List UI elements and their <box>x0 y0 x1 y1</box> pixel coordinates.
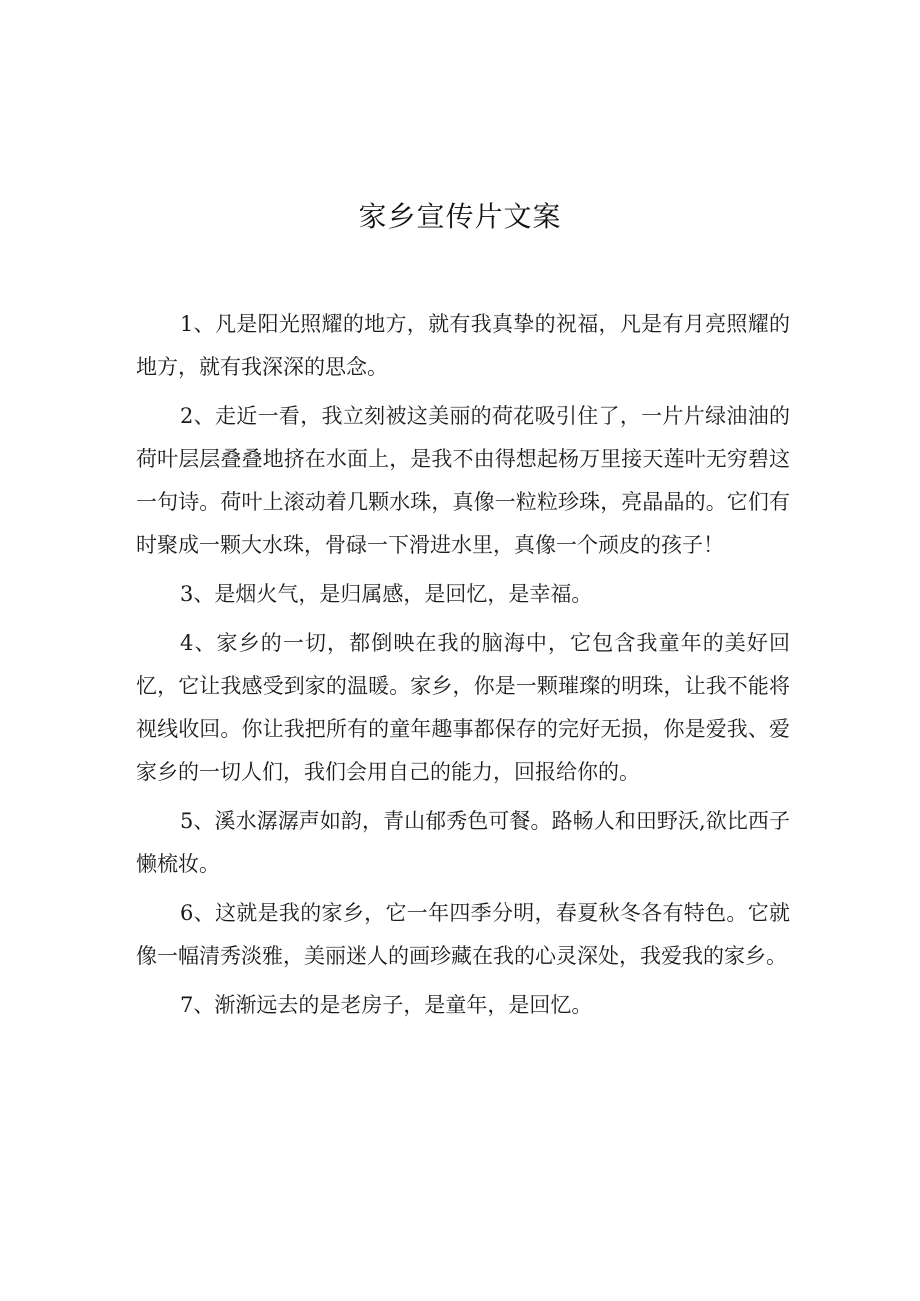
paragraph-2: 2、走近一看，我立刻被这美丽的荷花吸引住了，一片片绿油油的荷叶层层叠叠地挤在水面上，是我不由得想起杨万里接天莲叶无穷碧这一句诗。荷叶上滚动着几颗水珠，真像一粒粒珍珠，亮晶晶的。它们有时聚成一颗大水珠，骨碌一下滑进水里，真像一个顽皮的孩子！ <box>136 404 790 557</box>
paragraph-6: 6、这就是我的家乡，它一年四季分明，春夏秋冬各有特色。它就像一幅清秀淡雅，美丽迷人的画珍藏在我的心灵深处，我爱我的家乡。 <box>136 901 790 968</box>
paragraph-7: 7、渐渐远去的是老房子，是童年，是回忆。 <box>180 993 593 1017</box>
paragraph-5: 5、溪水潺潺声如韵，青山郁秀色可餐。路畅人和田野沃,欲比西子懒梳妆。 <box>136 809 790 876</box>
paragraph-3: 3、是烟火气，是归属感，是回忆，是幸福。 <box>180 582 593 606</box>
document-body <box>136 303 790 1033</box>
document-title: 家乡宣传片文案 <box>358 200 562 233</box>
paragraph-1: 1、凡是阳光照耀的地方，就有我真挚的祝福，凡是有月亮照耀的地方，就有我深深的思念。 <box>136 312 790 379</box>
paragraph-4: 4、家乡的一切，都倒映在我的脑海中，它包含我童年的美好回忆，它让我感受到家的温暖。家乡，你是一颗璀璨的明珠，让我不能将视线收回。你让我把所有的童年趣事都保存的完好无损，你是爱我、爱家乡的一切人们，我们会用自己的能力，回报给你的。 <box>136 631 790 784</box>
